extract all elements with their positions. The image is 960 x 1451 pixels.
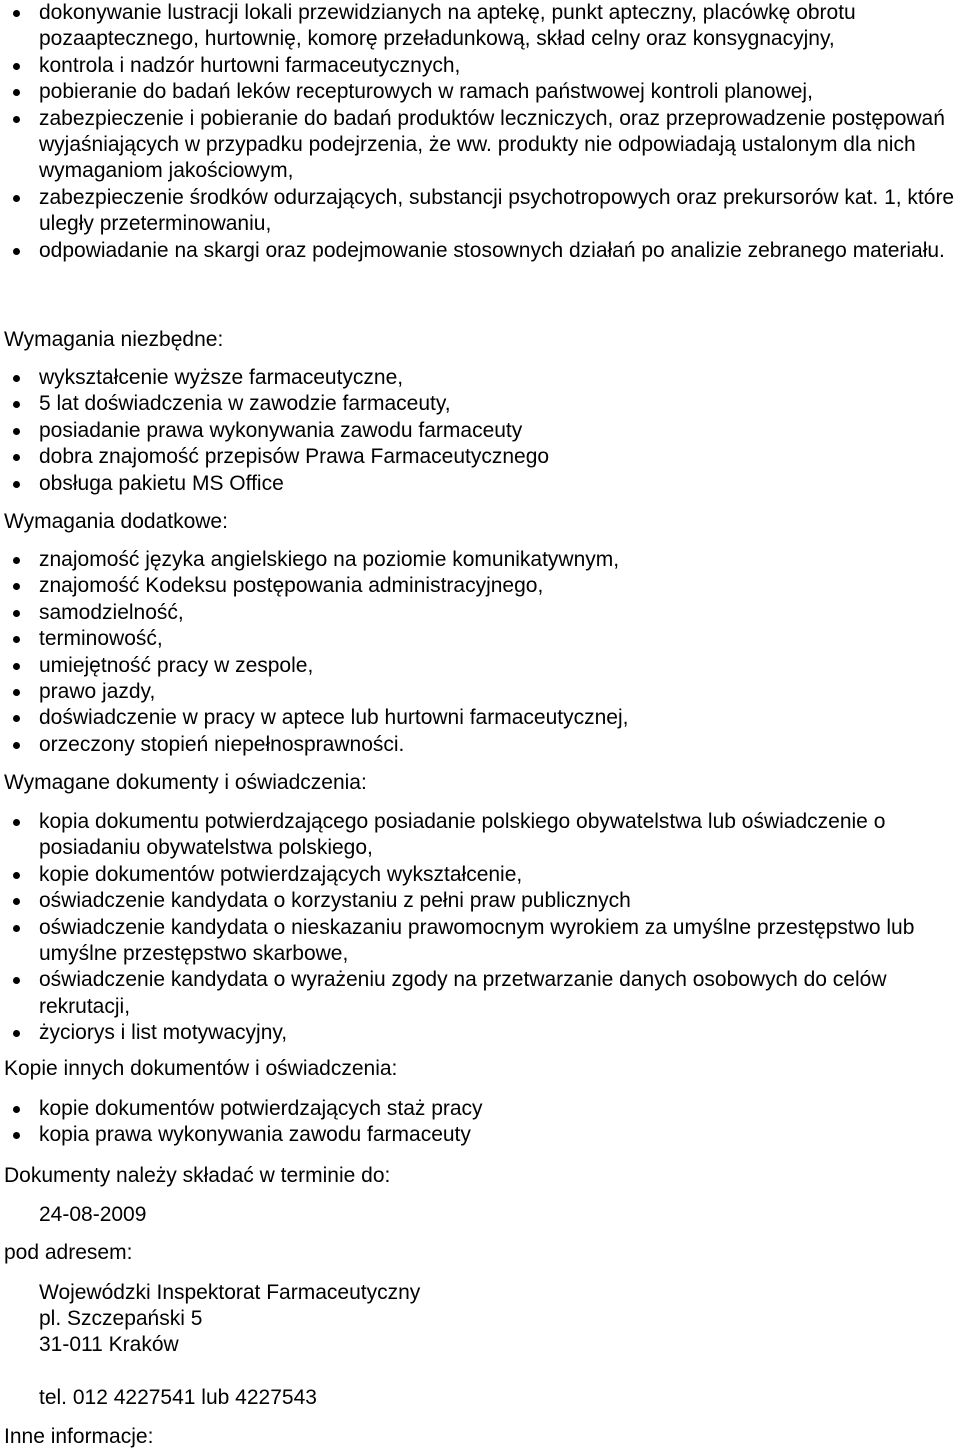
bullet-icon bbox=[13, 454, 20, 461]
list-item: kopie dokumentów potwierdzających staż pracy bbox=[0, 1096, 960, 1122]
bullet-icon bbox=[13, 636, 20, 643]
bullet-icon bbox=[13, 977, 20, 984]
bullet-icon bbox=[13, 481, 20, 488]
bullet-icon bbox=[13, 872, 20, 879]
phone-text: tel. 012 4227541 lub 4227543 bbox=[39, 1386, 317, 1409]
bullet-icon bbox=[13, 557, 20, 564]
bullet-icon bbox=[13, 116, 20, 123]
list-item: życiorys i list motywacyjny, bbox=[0, 1020, 960, 1046]
additional-heading: Wymagania dodatkowe: bbox=[4, 510, 228, 533]
list-item: kopia dokumentu potwierdzającego posiadanie polskiego obywatelstwa lub oświadczenie o posiadaniu obywatelstwa polskiego, bbox=[0, 809, 960, 862]
list-item: kontrola i nadzór hurtowni farmaceutycznych, bbox=[0, 53, 960, 79]
bullet-icon bbox=[13, 715, 20, 722]
address-line3: 31-011 Kraków bbox=[39, 1333, 179, 1356]
address-line2: pl. Szczepański 5 bbox=[39, 1307, 203, 1330]
documents-list bbox=[0, 809, 960, 1047]
bullet-icon bbox=[13, 401, 20, 408]
address-line1: Wojewódzki Inspektorat Farmaceutyczny bbox=[39, 1281, 421, 1304]
bullet-icon bbox=[13, 195, 20, 202]
bullet-icon bbox=[13, 428, 20, 435]
list-item: zabezpieczenie środków odurzających, substancji psychotropowych oraz prekursorów kat. 1, które uległy przeterminowaniu, bbox=[0, 185, 960, 238]
bullet-icon bbox=[13, 10, 20, 17]
list-item: oświadczenie kandydata o wyrażeniu zgody na przetwarzanie danych osobowych do celów rekrutacji, bbox=[0, 967, 960, 1020]
bullet-icon bbox=[13, 375, 20, 382]
other-documents-section bbox=[0, 1096, 960, 1149]
list-item: orzeczony stopień niepełnosprawności. bbox=[0, 732, 960, 758]
bullet-icon bbox=[13, 898, 20, 905]
bullet-icon bbox=[13, 1030, 20, 1037]
bullet-icon bbox=[13, 610, 20, 617]
required-section bbox=[0, 365, 960, 497]
duties-section bbox=[0, 0, 960, 264]
list-item: posiadanie prawa wykonywania zawodu farmaceuty bbox=[0, 418, 960, 444]
bullet-icon bbox=[13, 248, 20, 255]
bullet-icon bbox=[13, 1106, 20, 1113]
list-item: dobra znajomość przepisów Prawa Farmaceutycznego bbox=[0, 444, 960, 470]
documents-heading: Wymagane dokumenty i oświadczenia: bbox=[4, 771, 367, 794]
list-item: dokonywanie lustracji lokali przewidzianych na aptekę, punkt apteczny, placówkę obrotu pozaaptecznego, hurtownię, komorę przeładunkową, skład celny oraz konsygnacyjny, bbox=[0, 0, 960, 53]
bullet-icon bbox=[13, 742, 20, 749]
bullet-icon bbox=[13, 925, 20, 932]
list-item: zabezpieczenie i pobieranie do badań produktów leczniczych, oraz przeprowadzenie postępowań wyjaśniających w przypadku podejrzenia, że ww. produkty nie odpowiadają ustalonym dla nich wymaganiom jakościowym, bbox=[0, 106, 960, 185]
other-documents-heading: Kopie innych dokumentów i oświadczenia: bbox=[4, 1057, 398, 1080]
list-item: odpowiadanie na skargi oraz podejmowanie stosownych działań po analizie zebranego materiału. bbox=[0, 238, 960, 264]
deadline-date: 24-08-2009 bbox=[39, 1203, 147, 1226]
list-item: oświadczenie kandydata o nieskazaniu prawomocnym wyrokiem za umyślne przestępstwo lub umyślne przestępstwo skarbowe, bbox=[0, 915, 960, 968]
list-item: znajomość języka angielskiego na poziomie komunikatywnym, bbox=[0, 547, 960, 573]
list-item: obsługa pakietu MS Office bbox=[0, 471, 960, 497]
list-item: 5 lat doświadczenia w zawodzie farmaceuty, bbox=[0, 391, 960, 417]
address-heading: pod adresem: bbox=[4, 1241, 133, 1264]
other-info-heading: Inne informacje: bbox=[4, 1425, 154, 1448]
required-heading: Wymagania niezbędne: bbox=[4, 328, 224, 351]
list-item: kopia prawa wykonywania zawodu farmaceuty bbox=[0, 1122, 960, 1148]
list-item: prawo jazdy, bbox=[0, 679, 960, 705]
list-item: samodzielność, bbox=[0, 600, 960, 626]
list-item: pobieranie do badań leków recepturowych w ramach państwowej kontroli planowej, bbox=[0, 79, 960, 105]
bullet-icon bbox=[13, 663, 20, 670]
bullet-icon bbox=[13, 63, 20, 70]
list-item: umiejętność pracy w zespole, bbox=[0, 653, 960, 679]
list-item: kopie dokumentów potwierdzających wykształcenie, bbox=[0, 862, 960, 888]
bullet-icon bbox=[13, 689, 20, 696]
other-documents-list bbox=[0, 1096, 960, 1149]
bullet-icon bbox=[13, 819, 20, 826]
list-item: terminowość, bbox=[0, 626, 960, 652]
list-item: doświadczenie w pracy w aptece lub hurtowni farmaceutycznej, bbox=[0, 705, 960, 731]
bullet-icon bbox=[13, 89, 20, 96]
bullet-icon bbox=[13, 1132, 20, 1139]
list-item: wykształcenie wyższe farmaceutyczne, bbox=[0, 365, 960, 391]
list-item: znajomość Kodeksu postępowania administracyjnego, bbox=[0, 573, 960, 599]
required-list bbox=[0, 365, 960, 497]
list-item: oświadczenie kandydata o korzystaniu z pełni praw publicznych bbox=[0, 888, 960, 914]
duties-list bbox=[0, 0, 960, 264]
additional-section bbox=[0, 547, 960, 758]
documents-section bbox=[0, 809, 960, 1047]
deadline-heading: Dokumenty należy składać w terminie do: bbox=[4, 1164, 391, 1187]
additional-list bbox=[0, 547, 960, 758]
bullet-icon bbox=[13, 583, 20, 590]
